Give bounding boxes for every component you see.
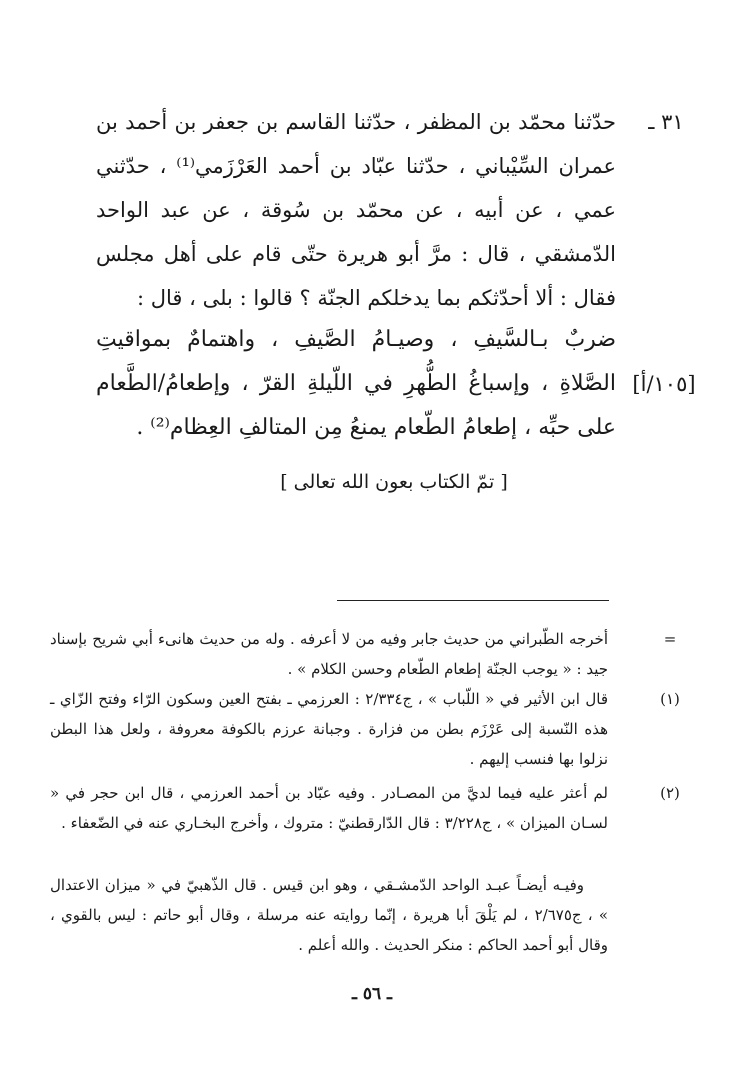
- footnote-text: لم أعثر عليه فيما لديَّ من المصـادر . وفيه عبّاد بن أحمد العرزمي ، قال ابن حجر في « لسـان الميزان » ، ج٣/٢٢٨ : قال الدّارقطنيّ : متروك ، وأخرج البخـاري عنه في الضّعفاء .: [50, 784, 608, 832]
- prophetic-saying: ضربٌ بـالسَّيفِ ، وصيـامُ الصَّيفِ ، واهتمامٌ بمواقيتِ الصَّلاةِ ، وإسباغُ الطُّهرِ في اللّيلةِ القرّ ، وإطعامُ/الطَّعام على حبِّه ، إطعامُ الطّعام يمنعُ مِن المتالفِ العِظام⁽²⁾ .: [96, 327, 616, 440]
- manuscript-folio-marker: [١٠٥/أ]: [632, 372, 696, 396]
- footnote-continuation-text: وفيـه أيضـاً عبـد الواحد الدّمشـقي ، وهو ابن قيس . قال الذّهبيّ في « ميزان الاعتدال » ، ج٢/٦٧٥ ، لم يَلْقَ أبا هريرة ، إنّما روايته عنه مرسلة ، وقال أبو حاتم : ليس بالقوي ، وقال أبو أحمد الحاكم : منكر الحديث . والله أعلم .: [50, 876, 608, 954]
- footnote-text: قال ابن الأثير في « اللّباب » ، ج٢/٣٣٤ : العرزمي ـ بفتح العين وسكون الرّاء وفتح الزّاي ـ هذه النّسبة إلى عَرْزَم بطن من فزارة . وجبانة عرزم بالكوفة معروفة ، ولعل هذا البطن نزلوا بها فنسب إليهم .: [50, 690, 608, 768]
- footnote-continued: [50, 624, 700, 684]
- hadith-number: ٣١ ـ: [648, 110, 684, 134]
- footnote-mark: (٢): [660, 784, 680, 802]
- hadith-paragraph: [96, 100, 684, 320]
- footnote-2: [50, 778, 700, 838]
- colophon: [ تمّ الكتاب بعون الله تعالى ]: [280, 471, 508, 493]
- footnote-mark: (١): [660, 690, 680, 708]
- footnote-text: أخرجه الطّبراني من حديث جابر وفيه من لا أعرفه . وله من حديث هانىء أبي شريح بإسناد جيد : « يوجب الجنّة إطعام الطّعام وحسن الكلام » .: [50, 630, 608, 678]
- footnote-2-continuation: [50, 870, 700, 960]
- hadith-text: حدّثنا محمّد بن المظفر ، حدّثنا القاسم بن جعفر بن أحمد بن عمران السِّيْباني ، حدّثنا عبّاد بن أحمد العَرْزَمي⁽¹⁾ ، حدّثني عمي ، عن أبيه ، عن محمّد بن سُوقة ، عن عبد الواحد الدّمشقي ، قال : مرَّ أبو هريرة حتّى قام على أهل مجلس فقال : ألا أحدّثكم بما يدخلكم الجنّة ؟ قالوا : بلى ، قال :: [96, 110, 616, 310]
- footnote-separator: [337, 600, 609, 601]
- footnote-1: [50, 684, 700, 774]
- page-number: ـ ٥٦ ـ: [351, 984, 393, 1004]
- footnote-mark: =: [663, 630, 677, 648]
